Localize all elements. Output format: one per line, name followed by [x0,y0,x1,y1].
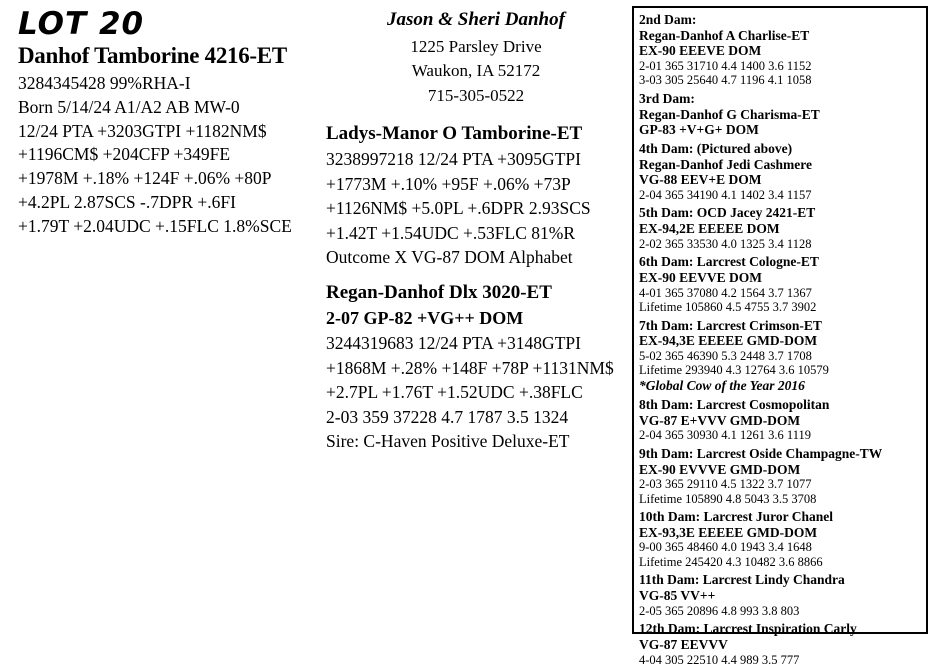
pedigree-entry-classification: EX-94,2E EEEEE DOM [639,221,780,237]
second-dam-block [326,282,626,454]
pedigree-entry [639,141,921,202]
animal-detail-line: +1.79T +2.04UDC +.15FLC 1.8%SCE [18,215,292,236]
pedigree-entry-label: 11th Dam: Larcrest Lindy Chandra [639,572,845,588]
animal-detail-line: +1978M +.18% +124F +.06% +80P [18,168,272,189]
pedigree-entry-record: 2-05 365 20896 4.8 993 3.8 803 [639,603,800,618]
pedigree-entry [639,12,921,88]
pedigree-entry-label: 7th Dam: Larcrest Crimson-ET [639,317,822,333]
pedigree-entry-record: 2-04 365 34190 4.1 1402 3.4 1157 [639,187,812,202]
owner-name: Jason & Sheri Danhof [387,9,565,30]
pedigree-entry-record: Lifetime 105860 4.5 4755 3.7 3902 [639,300,817,315]
pedigree-entry-classification: EX-90 EEEVE DOM [639,43,762,59]
pedigree-entry-name: Regan-Danhof G Charisma-ET [639,106,820,122]
pedigree-entry-record: 5-02 365 46390 5.3 2448 3.7 1708 [639,348,812,363]
pedigree-entry-record: Lifetime 105890 4.8 5043 3.5 3708 [639,491,817,506]
pedigree-entry-record: 2-02 365 33530 4.0 1325 3.4 1128 [639,236,812,251]
pedigree-entry-record: 4-01 365 37080 4.2 1564 3.7 1367 [639,285,812,300]
second-dam-lines [326,331,626,454]
lot-number: LOT 20 [18,6,145,42]
owner-city-state-zip: Waukon, IA 52172 [411,61,541,81]
pedigree-entry-record: 4-04 305 22510 4.4 989 3.5 777 [639,652,800,667]
pedigree-entry-name: Regan-Danhof Jedi Cashmere [639,156,812,172]
pedigree-entry [639,254,921,314]
first-dam-line: +1126NM$ +5.0PL +.6DPR 2.93SCS [326,198,591,219]
first-dam-line: +1773M +.10% +95F +.06% +73P [326,173,571,194]
pedigree-entry-label: 10th Dam: Larcrest Juror Chanel [639,509,833,525]
pedigree-entry-label: 9th Dam: Larcrest Oside Champagne-TW [639,445,883,461]
second-dam-line: +1868M +.28% +148F +78P +1131NM$ [326,357,614,378]
pedigree-entry-classification: EX-90 EEVVE DOM [639,269,763,285]
owner-address: 1225 Parsley Drive [410,36,542,56]
second-dam-line: Sire: C-Haven Positive Deluxe-ET [326,431,570,452]
pedigree-entry-record: 2-03 365 29110 4.5 1322 3.7 1077 [639,477,812,492]
pedigree-entry-record: 2-04 365 30930 4.1 1261 3.6 1119 [639,428,811,443]
pedigree-entry [639,621,921,667]
animal-detail-line: 3284345428 99%RHA-I [18,72,191,93]
pedigree-entry-record: Lifetime 293940 4.3 12764 3.6 10579 [639,363,829,378]
pedigree-entry-label: 8th Dam: Larcrest Cosmopolitan [639,397,830,413]
first-dam-lines [326,147,626,270]
pedigree-entry-classification: GP-83 +V+G+ DOM [639,122,759,138]
pedigree-entry-record: Lifetime 245420 4.3 10482 3.6 8866 [639,554,823,569]
owner-phone: 715-305-0522 [427,85,525,105]
lot-summary-column [18,8,318,239]
pedigree-entry-label: 5th Dam: OCD Jacey 2421-ET [639,205,816,221]
pedigree-entry-label: 6th Dam: Larcrest Cologne-ET [639,254,819,270]
pedigree-entry-classification: VG-88 EEV+E DOM [639,172,762,188]
animal-detail-line: +1196CM$ +204CFP +349FE [18,144,231,165]
pedigree-entry [639,509,921,569]
pedigree-entry-classification: VG-85 VV++ [639,588,716,604]
pedigree-entry-name: Regan-Danhof A Charlise-ET [639,27,810,43]
pedigree-entry-record: 2-01 365 31710 4.4 1400 3.6 1152 [639,58,812,73]
pedigree-entry [639,446,921,506]
pedigree-entry-label: 4th Dam: (Pictured above) [639,140,793,156]
owner-block [326,8,626,109]
pedigree-entry [639,572,921,618]
pedigree-entry-record: 9-00 365 48460 4.0 1943 3.4 1648 [639,540,812,555]
first-dam-line: Outcome X VG-87 DOM Alphabet [326,247,573,268]
animal-detail-line: 12/24 PTA +3203GTPI +1182NM$ [18,120,267,141]
pedigree-entry [639,205,921,251]
pedigree-entry-record: 3-03 305 25640 4.7 1196 4.1 1058 [639,73,812,88]
animal-detail-line: Born 5/14/24 A1/A2 AB MW-0 [18,96,240,117]
pedigree-entry-label: 12th Dam: Larcrest Inspiration Carly [639,621,857,637]
first-dam-name: Ladys-Manor O Tamborine-ET [326,122,583,144]
pedigree-entry [639,397,921,443]
pedigree-entry-classification: VG-87 EEVVV [639,636,728,652]
animal-name: Danhof Tamborine 4216-ET [18,42,287,68]
pedigree-entry-award: *Global Cow of the Year 2016 [639,377,805,393]
first-dam-line: +1.42T +1.54UDC +.53FLC 81%R [326,222,576,243]
second-dam-line: +2.7PL +1.76T +1.52UDC +.38FLC [326,382,583,403]
pedigree-entry-label: 3rd Dam: [639,90,695,106]
animal-detail-line: +4.2PL 2.87SCS -.7DPR +.6FI [18,191,236,212]
second-dam-line: 2-03 359 37228 4.7 1787 3.5 1324 [326,406,569,427]
second-dam-name: Regan-Danhof Dlx 3020-ET [326,281,552,303]
pedigree-entry-classification: VG-87 E+VVV GMD-DOM [639,412,801,428]
second-dam-line: 3244319683 12/24 PTA +3148GTPI [326,333,581,354]
first-dam-block [326,123,626,270]
second-dam-classification: 2-07 GP-82 +VG++ DOM [326,307,524,328]
pedigree-box [632,6,928,667]
pedigree-entry-classification: EX-93,3E EEEEE GMD-DOM [639,524,818,540]
pedigree-entry-label: 2nd Dam: [639,12,697,27]
pedigree-entry [639,91,921,138]
owner-and-dams-column [326,8,626,454]
pedigree-entry [639,318,921,395]
animal-detail-lines [18,72,318,239]
pedigree-entry-classification: EX-90 EVVVE GMD-DOM [639,461,801,477]
pedigree-entry-classification: EX-94,3E EEEEE GMD-DOM [639,333,818,349]
first-dam-line: 3238997218 12/24 PTA +3095GTPI [326,149,581,170]
